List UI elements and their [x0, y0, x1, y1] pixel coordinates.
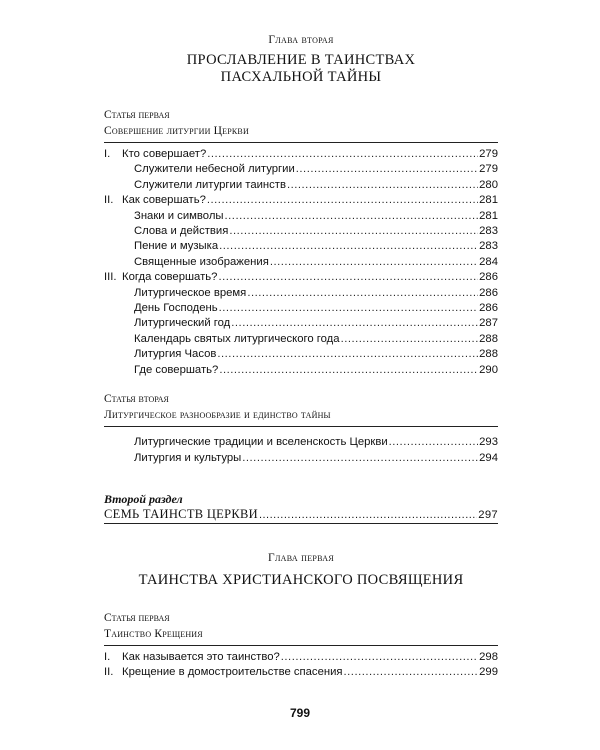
leader-dots: [217, 347, 478, 362]
entry-label: День Господень: [134, 302, 218, 315]
leader-dots: [219, 301, 479, 316]
page-number: 283: [479, 240, 498, 253]
divider: [104, 426, 498, 427]
leader-dots: [270, 255, 478, 270]
article-title: Таинство Крещения: [104, 627, 203, 640]
toc-entry[interactable]: [104, 224, 498, 239]
toc-page: [104, 34, 498, 681]
toc-entry[interactable]: [104, 147, 498, 162]
page-number: 281: [479, 194, 498, 207]
entry-number: III.: [104, 271, 117, 284]
page-number: 293: [479, 436, 498, 449]
leader-dots: [229, 224, 478, 239]
page-number: 288: [479, 348, 498, 361]
toc-entry[interactable]: [104, 665, 498, 680]
entry-label: Как совершать?: [122, 194, 206, 207]
leader-dots: [247, 286, 478, 301]
entry-label: Слова и действия: [134, 225, 229, 238]
toc-entry[interactable]: [104, 209, 498, 224]
toc-list: [104, 147, 498, 378]
toc-list: [104, 435, 498, 466]
toc-entry[interactable]: [104, 286, 498, 301]
page-number: 286: [479, 271, 498, 284]
toc-entry[interactable]: [104, 435, 498, 450]
toc-entry[interactable]: [104, 451, 498, 466]
article-title: Совершение литургии Церкви: [104, 125, 249, 137]
toc-entry[interactable]: [104, 506, 498, 523]
page-number: 280: [479, 178, 498, 191]
entry-label: Священные изображения: [134, 255, 269, 268]
entry-number: I.: [104, 148, 111, 160]
article-label: Статья первая: [104, 611, 170, 624]
entry-label: Когда совершать?: [122, 271, 218, 284]
entry-label: Служители литургии таинств: [134, 178, 286, 191]
leader-dots: [219, 363, 478, 378]
page-number: 279: [479, 163, 498, 176]
toc-entry[interactable]: [104, 255, 498, 270]
toc-entry[interactable]: [104, 301, 498, 316]
leader-dots: [341, 332, 479, 347]
entry-number: II.: [104, 194, 114, 207]
page-number: 294: [479, 451, 498, 464]
leader-dots: [242, 451, 478, 466]
toc-entry[interactable]: [104, 316, 498, 331]
page-number: 297: [478, 508, 498, 521]
page-number: 290: [479, 363, 498, 376]
toc-entry[interactable]: [104, 193, 498, 208]
article-title: Литургическое разнообразие и единство тайны: [104, 409, 331, 422]
leader-dots: [281, 650, 478, 665]
leader-dots: [344, 665, 479, 680]
entry-label: Крещение в домостроительстве спасения: [122, 666, 343, 679]
page-number: 286: [479, 302, 498, 315]
toc-entry[interactable]: [104, 347, 498, 362]
entry-label: Знаки и символы: [134, 209, 224, 222]
section-title: СЕМЬ ТАИНСТВ ЦЕРКВИ: [104, 506, 258, 521]
entry-label: Пение и музыка: [134, 240, 219, 253]
toc-entry[interactable]: [104, 270, 498, 285]
divider: [104, 142, 498, 143]
entry-label: Кто совершает?: [122, 148, 207, 160]
page-number: 298: [479, 650, 498, 663]
toc-entry[interactable]: [104, 239, 498, 254]
page-footer-number: 799: [289, 706, 311, 720]
leader-dots: [207, 147, 478, 162]
chapter-label: Глава вторая: [268, 34, 334, 46]
chapter-label: Глава первая: [268, 551, 334, 564]
entry-label: Литургический год: [134, 317, 231, 330]
chapter-title: [104, 52, 498, 86]
leader-dots: [219, 239, 478, 254]
toc-list: [104, 650, 498, 681]
entry-label: Литургическое время: [134, 286, 247, 299]
page-number: 281: [479, 209, 498, 222]
leader-dots: [287, 178, 478, 193]
page-number: 284: [479, 255, 498, 268]
chapter-title: ТАИНСТВА ХРИСТИАНСКОГО ПОСВЯЩЕНИЯ: [138, 571, 464, 588]
leader-dots: [218, 270, 478, 285]
section-head: Второй раздел: [104, 491, 183, 506]
toc-entry[interactable]: [104, 178, 498, 193]
leader-dots: [231, 316, 478, 331]
page-number: 288: [479, 332, 498, 345]
toc-entry[interactable]: [104, 332, 498, 347]
entry-label: Календарь святых литургического года: [134, 332, 340, 345]
article-label: Статья вторая: [104, 393, 169, 406]
entry-number: I.: [104, 650, 111, 663]
leader-dots: [225, 209, 479, 224]
entry-label: Служители небесной литургии: [134, 163, 295, 176]
chapter-title-line1: ПРОСЛАВЛЕНИЕ В ТАИНСТВАХ: [186, 52, 416, 68]
page-number: 283: [479, 225, 498, 238]
entry-label: Литургические традиции и вселенскость Церкви: [134, 436, 388, 449]
article-label: Статья первая: [104, 109, 170, 121]
divider: [104, 645, 498, 646]
leader-dots: [389, 435, 479, 450]
entry-label: Где совершать?: [134, 363, 219, 376]
chapter-title-line2: ПАСХАЛЬНОЙ ТАЙНЫ: [220, 69, 382, 85]
page-number: 286: [479, 286, 498, 299]
entry-label: Литургия и культуры: [134, 451, 242, 464]
entry-number: II.: [104, 666, 114, 679]
page-number: 287: [479, 317, 498, 330]
entry-label: Как называется это таинство?: [122, 650, 280, 663]
leader-dots: [207, 193, 478, 208]
leader-dots: [259, 507, 477, 523]
toc-entry[interactable]: [104, 363, 498, 378]
toc-entry[interactable]: [104, 162, 498, 177]
leader-dots: [296, 162, 478, 177]
page-number: 279: [479, 148, 498, 160]
toc-entry[interactable]: [104, 650, 498, 665]
entry-label: Литургия Часов: [134, 348, 217, 361]
page-number: 299: [479, 666, 498, 679]
